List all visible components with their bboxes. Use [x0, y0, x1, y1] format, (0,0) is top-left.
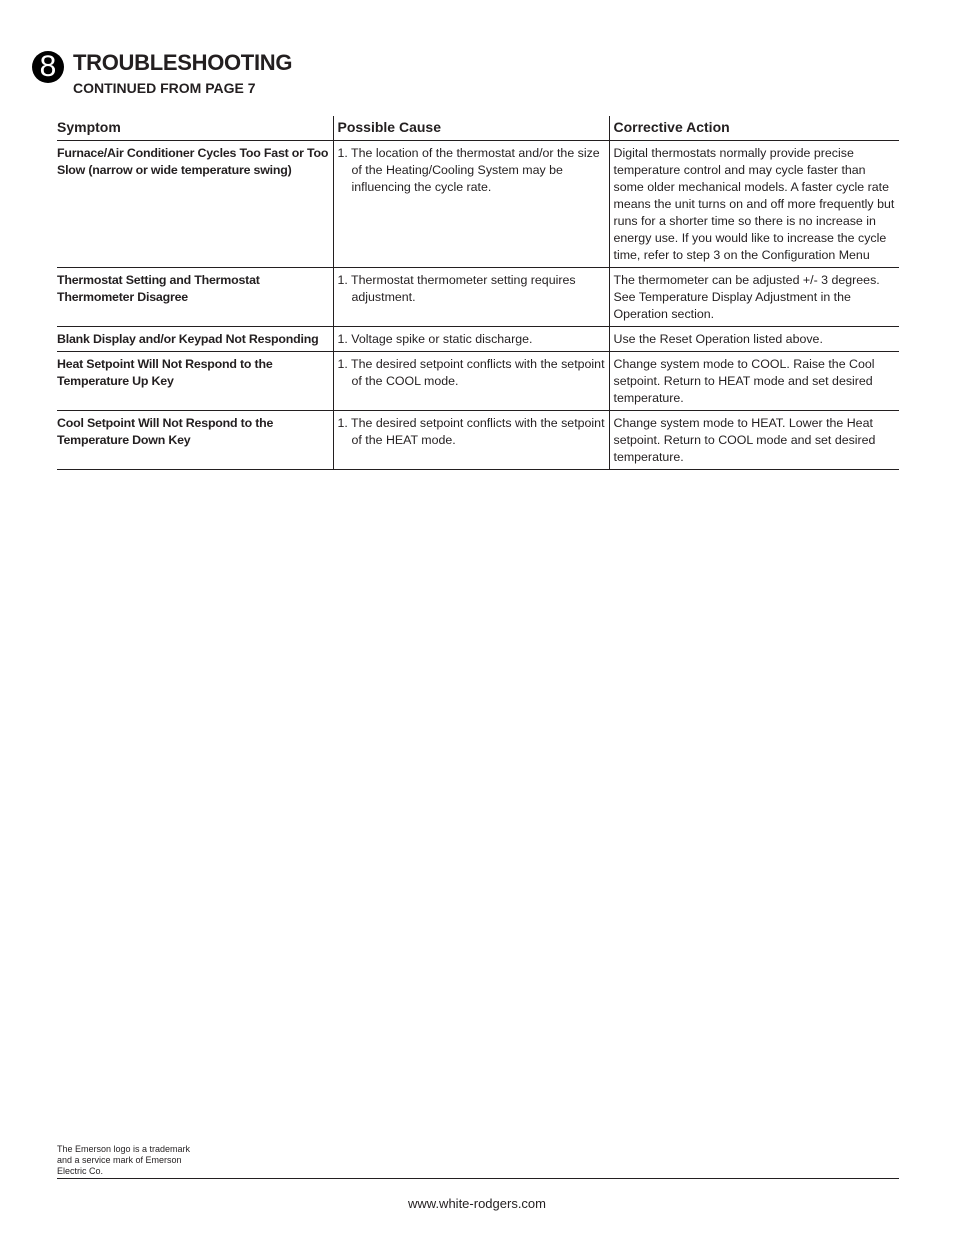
- footer-url: www.white-rodgers.com: [408, 1196, 546, 1211]
- trademark-note: The Emerson logo is a trademark and a service mark of Emerson Electric Co.: [57, 1144, 191, 1176]
- header-symptom: Symptom: [57, 116, 333, 141]
- cause-cell: [333, 268, 609, 327]
- header-corrective-action: Corrective Action: [609, 116, 899, 141]
- action-cell: Digital thermostats normally provide precise temperature control and may cycle faster than some older mechanical models. A faster cycle rate means the unit turns on and off more frequently but runs for a shorter time so there is no increase in energy use. If you would like to increase the cycle time, refer to step 3 on the Configuration Menu: [609, 141, 899, 268]
- symptom-cell: Thermostat Setting and Thermostat Thermometer Disagree: [57, 268, 333, 327]
- table-row: [57, 268, 899, 327]
- action-cell: Change system mode to HEAT. Lower the Heat setpoint. Return to COOL mode and set desired temperature.: [609, 411, 899, 470]
- table-row: [57, 327, 899, 352]
- table-row: [57, 411, 899, 470]
- section-number-badge: 8: [32, 51, 64, 83]
- cause-cell: [333, 352, 609, 411]
- table-row: [57, 141, 899, 268]
- symptom-cell: Blank Display and/or Keypad Not Responding: [57, 327, 333, 352]
- troubleshooting-table: [57, 116, 899, 470]
- cause-text: 1. The desired setpoint conflicts with the setpoint of the HEAT mode.: [337, 416, 605, 447]
- header-possible-cause: Possible Cause: [333, 116, 609, 141]
- action-cell: Use the Reset Operation listed above.: [609, 327, 899, 352]
- footer-divider: [57, 1178, 899, 1179]
- symptom-cell: Furnace/Air Conditioner Cycles Too Fast or Too Slow (narrow or wide temperature swing): [57, 141, 333, 268]
- symptom-cell: Cool Setpoint Will Not Respond to the Temperature Down Key: [57, 411, 333, 470]
- cause-text: 1. Thermostat thermometer setting requires adjustment.: [337, 273, 576, 304]
- cause-cell: [333, 327, 609, 352]
- action-cell: The thermometer can be adjusted +/- 3 degrees. See Temperature Display Adjustment in the Operation section.: [609, 268, 899, 327]
- cause-cell: [333, 141, 609, 268]
- table-header-row: [57, 116, 899, 141]
- cause-text: 1. Voltage spike or static discharge.: [337, 332, 533, 346]
- page-subtitle: CONTINUED FROM PAGE 7: [73, 80, 256, 96]
- cause-text: 1. The location of the thermostat and/or the size of the Heating/Cooling System may be influencing the cycle rate.: [337, 146, 600, 194]
- page-title: TROUBLESHOOTING: [73, 50, 293, 75]
- cause-text: 1. The desired setpoint conflicts with the setpoint of the COOL mode.: [337, 357, 605, 388]
- table-row: [57, 352, 899, 411]
- symptom-cell: Heat Setpoint Will Not Respond to the Temperature Up Key: [57, 352, 333, 411]
- cause-cell: [333, 411, 609, 470]
- action-cell: Change system mode to COOL. Raise the Cool setpoint. Return to HEAT mode and set desired temperature.: [609, 352, 899, 411]
